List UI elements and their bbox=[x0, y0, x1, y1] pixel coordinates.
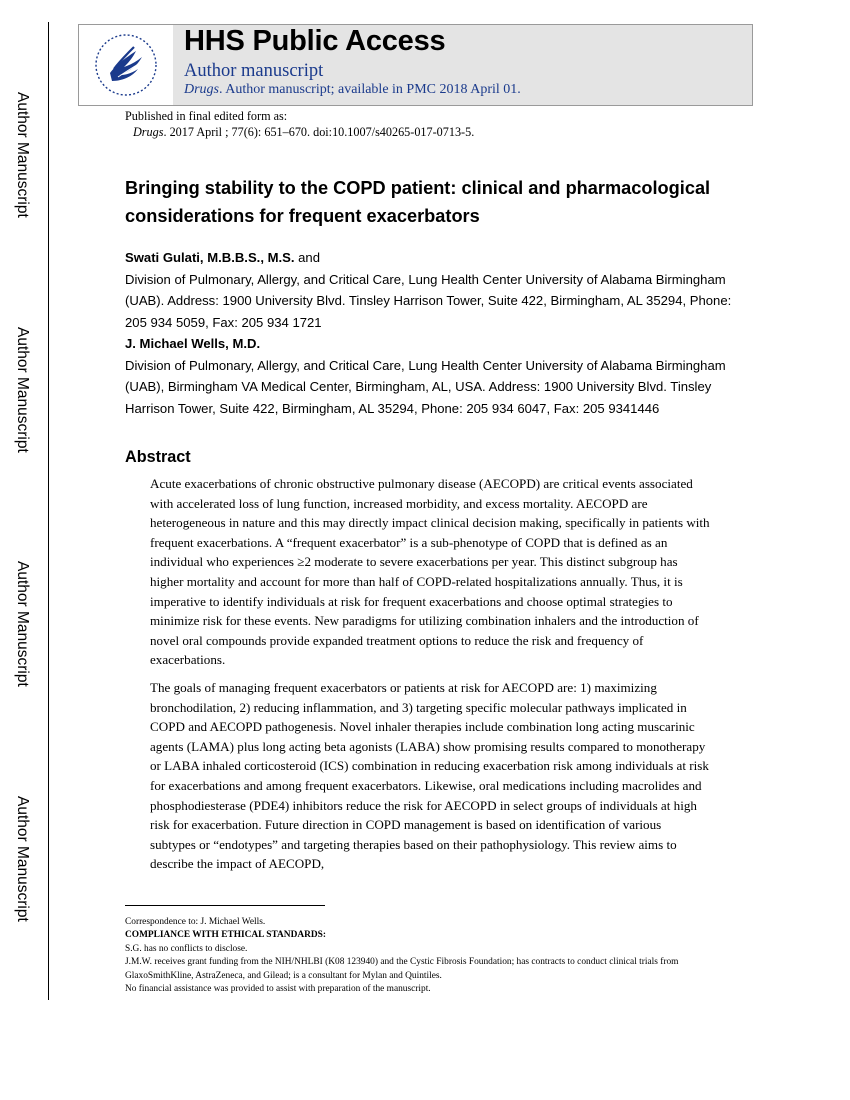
published-label: Published in final edited form as: bbox=[125, 109, 288, 123]
published-citation bbox=[133, 125, 474, 140]
footnotes bbox=[125, 916, 725, 996]
footnote-rule bbox=[125, 905, 325, 906]
citation-details: . 2017 April ; 77(6): 651–670. doi:10.1007/s40265-017-0713-5. bbox=[163, 125, 475, 139]
hhs-eagle-logo bbox=[79, 25, 173, 105]
author-name: J. Michael Wells, M.D. bbox=[125, 336, 261, 351]
author-conjunction: and bbox=[294, 250, 320, 265]
footnote-line: J.M.W. receives grant funding from the NIH/NHLBI (K08 123940) and the Cystic Fibrosis Foundation; has contracts to conduct clinical trials from GlaxoSmithKline, AstraZeneca, and Gilead; is a consultant for Mylan and Quintiles. bbox=[125, 957, 679, 981]
hhs-header bbox=[78, 24, 753, 106]
abstract-paragraph: The goals of managing frequent exacerbators or patients at risk for AECOPD are: 1) maximizing bronchodilation, 2) reducing inflammation, and 3) targeting specific molecular pathways implicated in COPD and AECOPD pathogenesis. Novel inhaler therapies include combination long acting muscarinic agents (LAMA) plus long acting beta agonists (LABA) show promising results compared to monotherapy or LABA inhaled corticosteroid (ICS) combination in reducing exacerbation risk among individuals at risk for exacerbations and among frequent exacerbators. Likewise, oral medications including macrolides and phosphodiesterase (PDE4) inhibitors reduce the risk for AECOPD in select groups of individuals at high risk for exacerbation. Future direction in COPD management is based on identification of various subtypes or “endotypes” and targeting therapies based on their pathophysiology. This review aims to describe the impact of AECOPD, bbox=[150, 680, 709, 872]
author-name: Swati Gulati, M.B.B.S., M.S. bbox=[125, 250, 295, 265]
author-name-line bbox=[125, 333, 745, 355]
citation-journal: Drugs bbox=[133, 125, 164, 139]
author-affiliation: Division of Pulmonary, Allergy, and Critical Care, Lung Health Center University of Alabama Birmingham (UAB). Address: 1900 University Blvd. Tinsley Harrison Tower, Suite 422, Birmingham, AL 35294, Phone: 205 934 5059, Fax: 205 934 1721 bbox=[125, 271, 732, 330]
author-manuscript-side-label: Author Manuscript bbox=[14, 796, 31, 922]
availability-line bbox=[184, 82, 521, 98]
availability-text: . Author manuscript; available in PMC 2018 April 01. bbox=[219, 82, 521, 97]
abstract-paragraph: Acute exacerbations of chronic obstructive pulmonary disease (AECOPD) are critical events associated with accelerated loss of lung function, increased morbidity, and excess mortality. AECOPD are heterogeneous in nature and this may directly impact clinical decision making, specifically in patients with frequent exacerbations. A “frequent exacerbator” is a sub-phenotype of COPD that is defined as an individual who experiences ≥2 moderate to severe exacerbations per year. This distinct subgroup has higher mortality and account for more than half of COPD-related hospitalizations annually. Thus, it is imperative to identify individuals at risk for frequent exacerbations and choose optimal strategies to minimize risk for these events. New paradigms for utilizing combination inhalers and the introduction of novel oral compounds provide expanded treatment options to reduce the risk and frequency of exacerbations. bbox=[150, 476, 710, 668]
author-affiliation: Division of Pulmonary, Allergy, and Critical Care, Lung Health Center University of Alabama Birmingham (UAB), Birmingham VA Medical Center, Birmingham, AL, USA. Address: 1900 University Blvd. Tinsley Harrison Tower, Suite 422, Birmingham, AL 35294, Phone: 205 934 6047, Fax: 205 9341446 bbox=[125, 357, 726, 416]
compliance-heading: COMPLIANCE WITH ETHICAL STANDARDS: bbox=[125, 930, 326, 941]
footnote-line: S.G. has no conflicts to disclose. bbox=[125, 943, 248, 954]
footnote-line: No financial assistance was provided to assist with preparation of the manuscript. bbox=[125, 984, 431, 995]
journal-name: Drugs bbox=[184, 82, 220, 97]
author-block bbox=[125, 247, 745, 333]
author-block bbox=[125, 333, 745, 419]
author-manuscript-side-label: Author Manuscript bbox=[14, 327, 31, 453]
author-manuscript-subtitle: Author manuscript bbox=[184, 61, 324, 81]
correspondence-note: Correspondence to: J. Michael Wells. bbox=[125, 917, 266, 927]
paper-title: Bringing stability to the COPD patient: clinical and pharmacological considerations for frequent exacerbators bbox=[125, 178, 711, 226]
author-name-line bbox=[125, 247, 745, 269]
hhs-eagle-logo-icon bbox=[90, 29, 162, 101]
author-manuscript-side-label: Author Manuscript bbox=[14, 92, 31, 218]
author-manuscript-side-label: Author Manuscript bbox=[14, 561, 31, 687]
hhs-public-access-title: HHS Public Access bbox=[184, 25, 446, 57]
abstract-heading: Abstract bbox=[125, 448, 191, 466]
margin-rule bbox=[48, 22, 49, 1000]
